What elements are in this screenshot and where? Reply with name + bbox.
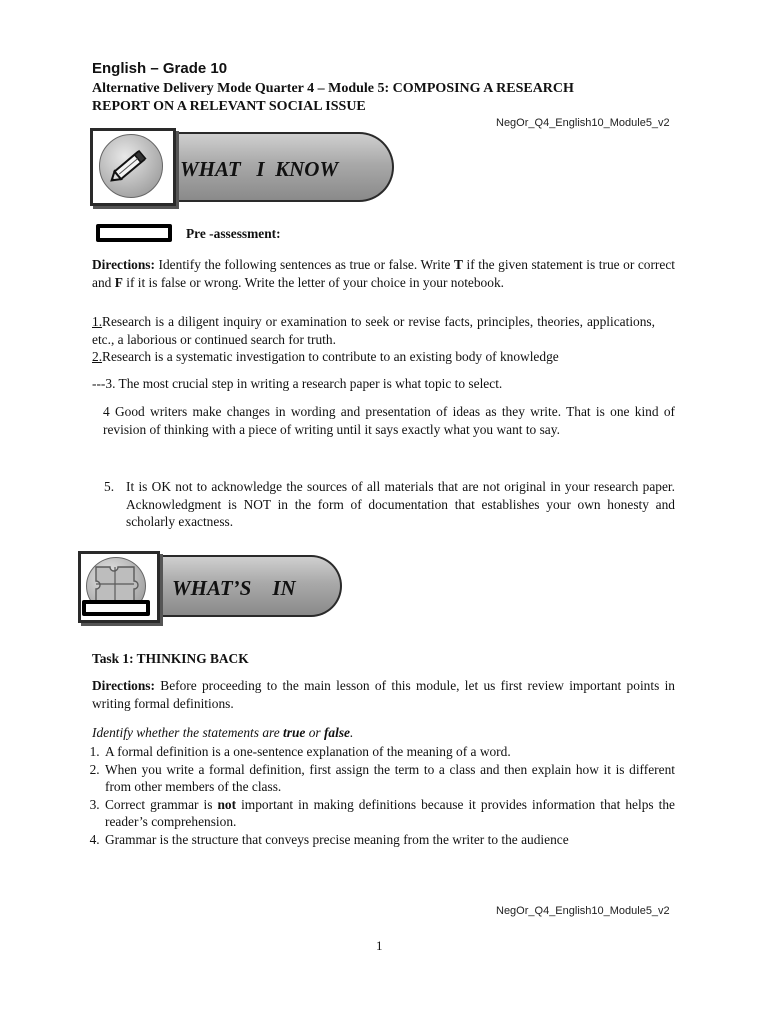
item-3-text-2: important in making definitions because it provides information that helps the reader’s comprehension.	[105, 796, 675, 830]
whats-in-title: WHAT’S IN	[172, 576, 296, 600]
module-title-line1: Alternative Delivery Mode Quarter 4 – Module 5: COMPOSING A RESEARCH	[92, 81, 574, 96]
what-i-know-title: WHAT I KNOW	[180, 157, 339, 181]
item-2-text: Research is a systematic investigation to contribute to an existing body of knowledge	[102, 349, 559, 364]
identify-false: false	[323, 725, 350, 740]
module-title-line2: REPORT ON A RELEVANT SOCIAL ISSUE	[92, 99, 366, 114]
task-1-title: Task 1: THINKING BACK	[92, 651, 249, 666]
task-1-list	[81, 743, 675, 849]
task-1-item: 2. When you write a formal definition, first assign the term to a class and then explain how it is different from other members of the class.	[103, 761, 675, 796]
item-1-number: 1.	[92, 314, 103, 329]
item-2-number: 2.	[92, 349, 103, 364]
directions-text-2: if the given statement is true or correct and	[92, 257, 676, 290]
directions-f: F	[114, 274, 123, 290]
item-3-not: not	[217, 796, 237, 812]
pre-assessment-item-2	[92, 348, 675, 366]
pre-assessment-directions	[92, 256, 675, 291]
directions-label: Directions:	[92, 257, 155, 272]
task-1-item: 4. Grammar is the structure that conveys precise meaning from the writer to the audience	[103, 831, 675, 849]
module-code-top: NegOr_Q4_English10_Module5_v2	[496, 117, 670, 129]
pencil-icon	[104, 140, 156, 190]
task-1-identify	[92, 724, 675, 742]
pre-assessment-item-5-number: 5.	[104, 479, 115, 494]
whats-in-marker	[82, 600, 150, 616]
pre-assessment-label: Pre -assessment:	[186, 226, 281, 241]
item-3-text-1: Correct grammar is	[105, 796, 218, 812]
identify-true: true	[283, 725, 306, 740]
task-1-directions	[92, 677, 675, 712]
identify-end: .	[350, 725, 354, 740]
task-1-directions-label: Directions:	[92, 678, 155, 693]
pre-assessment-item-4: 4 Good writers make changes in wording and presentation of ideas as they write. That is one kind of revision of thinking with a piece of writing until it says exactly what you want to say.	[103, 404, 675, 437]
task-1-directions-text: Before proceeding to the main lesson of this module, let us first review important points in writing formal definitions.	[92, 678, 675, 711]
subject-title: English – Grade 10	[92, 60, 228, 77]
page-number: 1	[376, 938, 383, 953]
module-code-bottom: NegOr_Q4_English10_Module5_v2	[496, 905, 670, 917]
module-title	[92, 80, 692, 116]
pre-assessment-item-3: ---3. The most crucial step in writing a research paper is what topic to select.	[92, 376, 503, 391]
task-1-item: 1. A formal definition is a one-sentence explanation of the meaning of a word.	[103, 743, 675, 761]
pre-assessment-marker	[96, 224, 172, 242]
pre-assessment-item-1	[92, 313, 655, 348]
task-1-item	[103, 796, 675, 831]
directions-t: T	[454, 257, 463, 272]
directions-text-3: if it is false or wrong. Write the letter of your choice in your notebook.	[122, 274, 504, 290]
pre-assessment-item-5: It is OK not to acknowledge the sources of all materials that are not original in your research paper. Acknowledgment is NOT in the form of documentation that establishes your own honesty and scholarly exactness.	[126, 479, 675, 530]
directions-text-1: Identify the following sentences as true or false. Write	[154, 257, 455, 272]
identify-or: or	[305, 725, 324, 740]
task-1-items	[81, 743, 675, 849]
identify-text-1: Identify whether the statements are	[92, 725, 284, 740]
item-1-text: Research is a diligent inquiry or examination to seek or revise facts, principles, theories, applications, etc., a laborious or continued search for truth.	[92, 314, 655, 347]
